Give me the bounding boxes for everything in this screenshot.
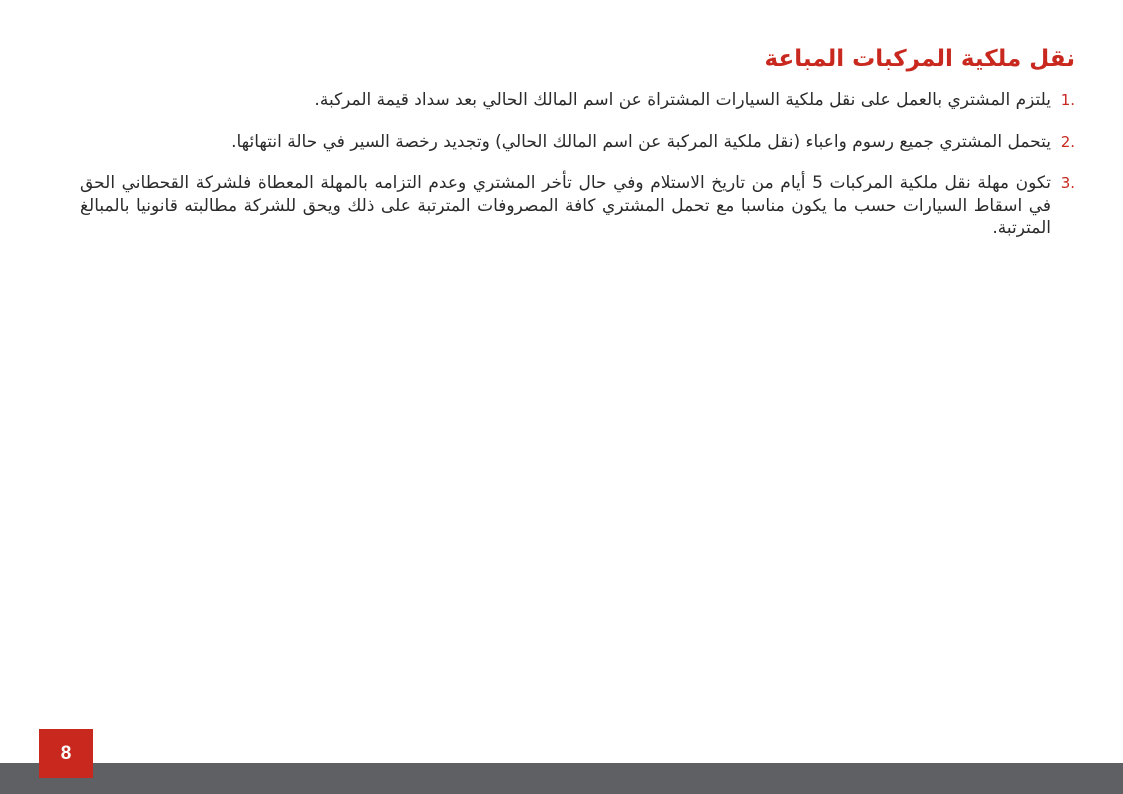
- clause-text: يلتزم المشتري بالعمل على نقل ملكية السيارات المشتراة عن اسم المالك الحالي بعد سداد قيمة المركبة.: [314, 90, 1051, 111]
- page-number-badge: 8: [39, 729, 93, 778]
- clause-number: 2.: [1060, 132, 1075, 151]
- clause-number: 1.: [1060, 91, 1075, 110]
- section-title: نقل ملكية المركبات المباعة: [764, 46, 1075, 72]
- document-content: [80, 44, 1075, 259]
- clause-number: 3.: [1060, 174, 1075, 193]
- clause-text: تكون مهلة نقل ملكية المركبات 5 أيام من تاريخ الاستلام وفي حال تأخر المشتري وعدم التزامه بالمهلة المعطاة فلشركة القحطاني الحق في اسقاط السيارات حسب ما يكون مناسبا مع تحمل المشتري كافة المصروفات المترتبة على ذلك ويحق للشركة مطالبته قانونيا بالمبالغ المترتبة.: [80, 173, 1051, 239]
- footer-bar: [0, 763, 1123, 794]
- clause-list: [80, 89, 1075, 240]
- clause-item: [80, 89, 1075, 112]
- clause-text: يتحمل المشتري جميع رسوم واعباء (نقل ملكية المركبة عن اسم المالك الحالي) وتجديد رخصة السير في حالة انتهائها.: [231, 131, 1051, 152]
- clause-item: [80, 131, 1075, 154]
- clause-item: [80, 172, 1075, 240]
